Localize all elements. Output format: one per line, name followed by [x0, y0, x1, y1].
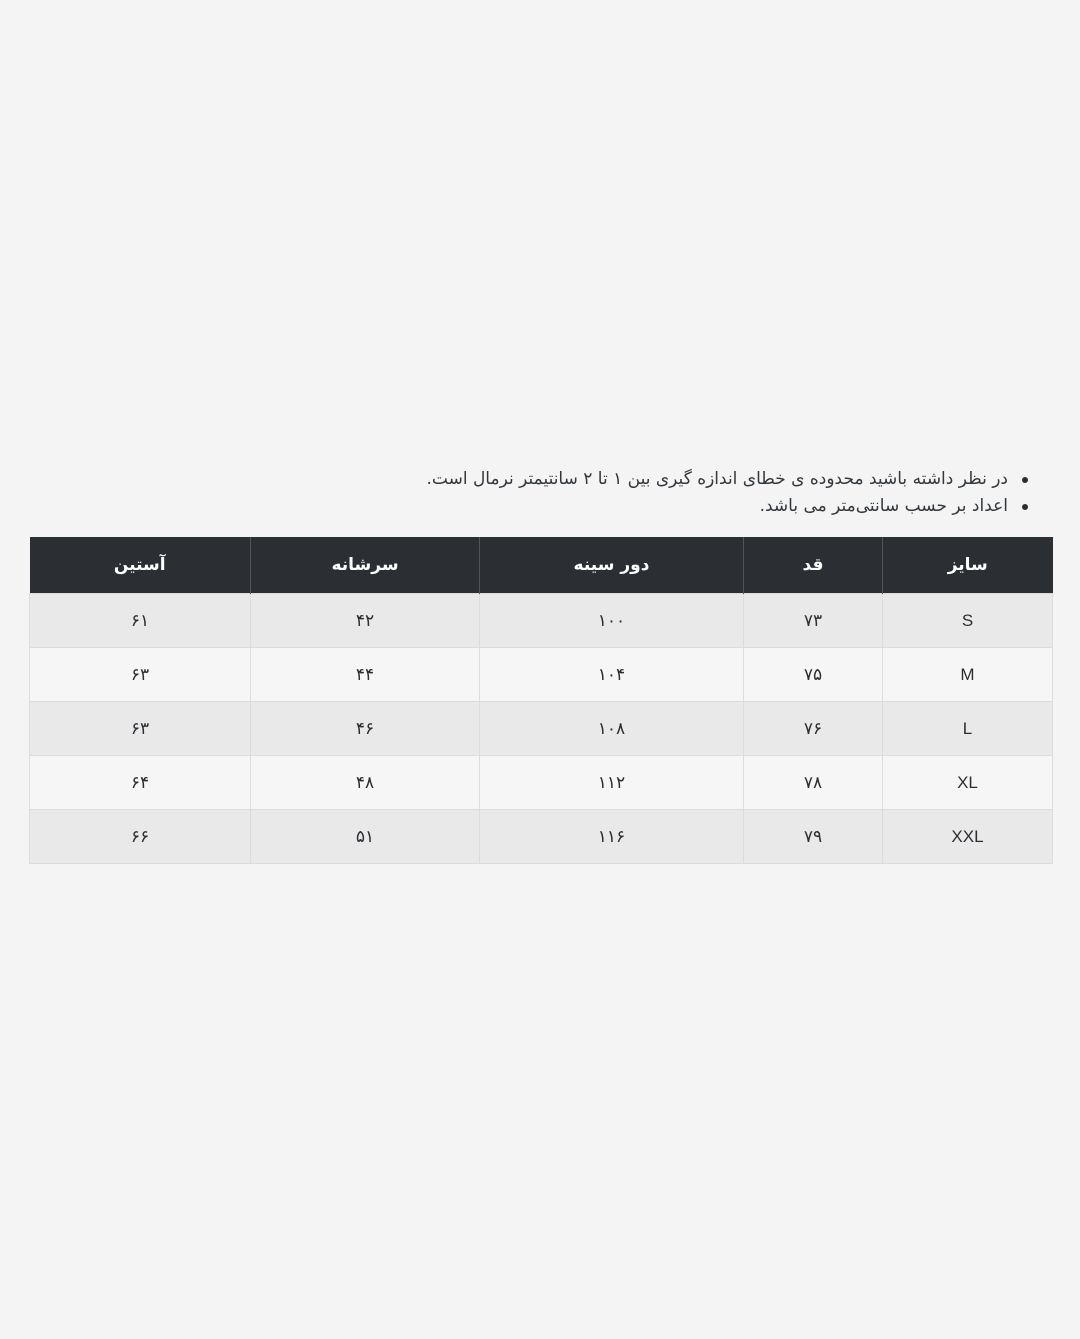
cell-shoulder: ۴۸	[251, 756, 480, 810]
note-text: در نظر داشته باشید محدوده ی خطای اندازه گیری بین ۱ تا ۲ سانتیمتر نرمال است.	[426, 469, 1008, 489]
cell-length: ۷۳	[744, 594, 883, 648]
cell-shoulder: ۴۲	[251, 594, 480, 648]
size-table	[29, 537, 1053, 864]
cell-shoulder: ۴۴	[251, 648, 480, 702]
table-row	[30, 810, 1053, 864]
cell-chest: ۱۱۶	[480, 810, 744, 864]
cell-size: M	[883, 648, 1053, 702]
note-text: اعداد بر حسب سانتی‌متر می باشد.	[759, 496, 1008, 516]
cell-chest: ۱۰۰	[480, 594, 744, 648]
bullet-icon	[1022, 477, 1028, 483]
note-item	[426, 466, 1008, 493]
cell-shoulder: ۴۶	[251, 702, 480, 756]
header-size: سایز	[883, 537, 1053, 594]
cell-sleeve: ۶۳	[30, 648, 251, 702]
note-item	[426, 493, 1008, 520]
header-sleeve: آستین	[30, 537, 251, 594]
table-header-row	[30, 537, 1053, 594]
cell-sleeve: ۶۶	[30, 810, 251, 864]
cell-shoulder: ۵۱	[251, 810, 480, 864]
header-chest: دور سینه	[480, 537, 744, 594]
header-shoulder: سرشانه	[251, 537, 480, 594]
bullet-icon	[1022, 504, 1028, 510]
cell-length: ۷۶	[744, 702, 883, 756]
header-length: قد	[744, 537, 883, 594]
cell-size: S	[883, 594, 1053, 648]
cell-size: XXL	[883, 810, 1053, 864]
cell-chest: ۱۰۸	[480, 702, 744, 756]
table-row	[30, 594, 1053, 648]
cell-chest: ۱۱۲	[480, 756, 744, 810]
cell-chest: ۱۰۴	[480, 648, 744, 702]
cell-size: XL	[883, 756, 1053, 810]
table-row	[30, 702, 1053, 756]
cell-length: ۷۵	[744, 648, 883, 702]
cell-sleeve: ۶۳	[30, 702, 251, 756]
notes-list	[426, 466, 1008, 520]
cell-sleeve: ۶۴	[30, 756, 251, 810]
cell-length: ۷۹	[744, 810, 883, 864]
table-row	[30, 648, 1053, 702]
cell-sleeve: ۶۱	[30, 594, 251, 648]
table-row	[30, 756, 1053, 810]
cell-length: ۷۸	[744, 756, 883, 810]
cell-size: L	[883, 702, 1053, 756]
